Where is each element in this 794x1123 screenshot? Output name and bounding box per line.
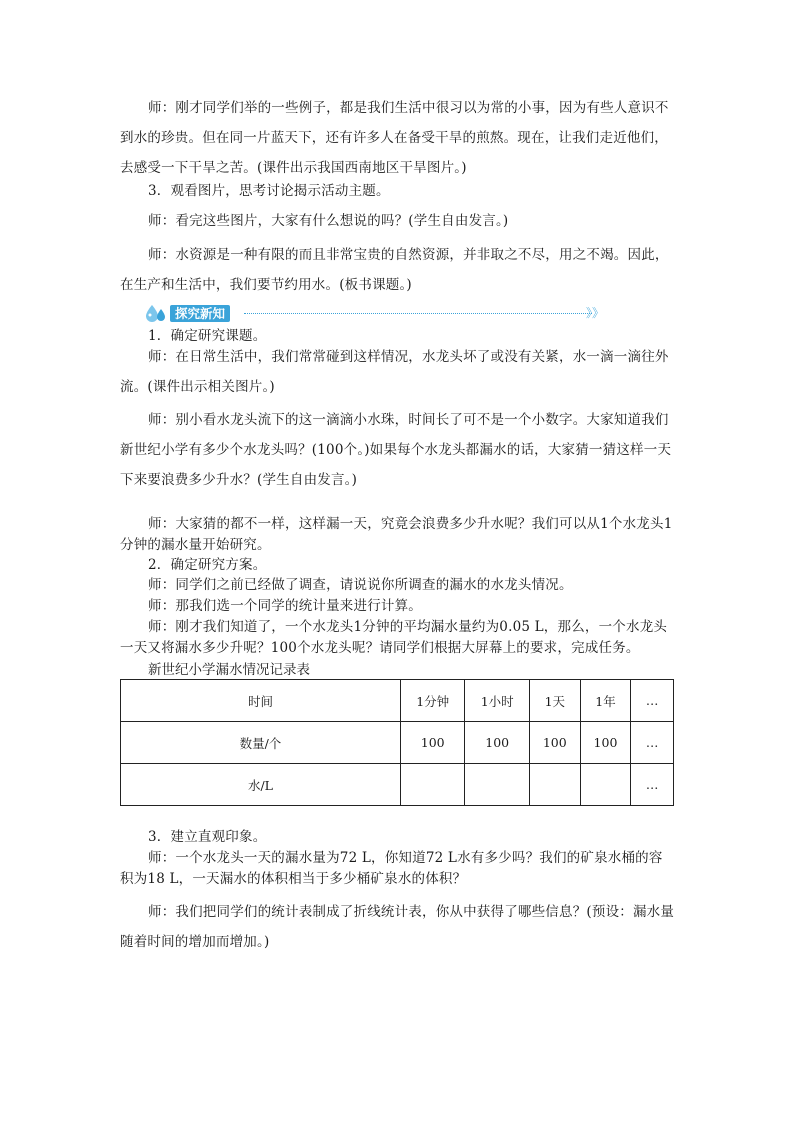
table-header-row — [121, 680, 674, 722]
header-cell: 时间 — [121, 680, 401, 722]
paragraph-faucet: 师：在日常生活中，我们常常碰到这样情况，水龙头坏了或没有关紧，水一滴一滴往外流。(课件出示相关图片。) — [120, 349, 669, 395]
header-cell: 1年 — [580, 680, 631, 722]
table-row — [121, 722, 674, 764]
paragraph-faucet-count: 师：别小看水龙头流下的这一滴滴小水珠，时间长了可不是一个小数字。大家知道我们新世纪小学有多少个水龙头吗？(100个。)如果每个水龙头都漏水的话，大家猜一猜这样一天下来要浪费多少升水？(学生自由发言。) — [120, 412, 672, 488]
paragraph-guess: 师：大家猜的都不一样，这样漏一天，究竟会浪费多少升水呢？我们可以从1个水龙头1分钟的漏水量开始研究。 — [120, 516, 673, 553]
paragraph-volume: 师：一个水龙头一天的漏水量为72 L，你知道72 L水有多少吗？我们的矿泉水桶的容积为18 L，一天漏水的体积相当于多少桶矿泉水的体积？ — [120, 850, 663, 887]
paragraph-select: 师：那我们选一个同学的统计量来进行计算。 — [148, 598, 422, 614]
double-arrow-icon: 》》 — [585, 306, 604, 320]
table-cell: 数量/个 — [121, 722, 401, 764]
paragraph-survey: 师：同学们之前已经做了调查，请说说你所调查的漏水的水龙头情况。 — [148, 577, 573, 593]
table-cell — [580, 764, 631, 806]
section-title: 探究新知 — [170, 305, 230, 322]
table-cell: 100 — [465, 722, 530, 764]
header-cell: 1小时 — [465, 680, 530, 722]
table-cell: 水/L — [121, 764, 401, 806]
water-drop-icon — [144, 303, 170, 323]
table-cell: 100 — [529, 722, 580, 764]
section-header-explore — [144, 303, 604, 323]
table-cell: … — [631, 722, 674, 764]
step-heading-topic: 1．确定研究课题。 — [148, 328, 267, 344]
step-heading-observe: 3．观看图片，思考讨论揭示活动主题。 — [148, 183, 390, 199]
paragraph-calc: 师：刚才我们知道了，一个水龙头1分钟的平均漏水量约为0.05 L，那么，一个水龙头一天又将漏水多少升呢？100个水龙头呢？请同学们根据大屏幕上的要求，完成任务。 — [120, 619, 668, 656]
table-cell — [529, 764, 580, 806]
table-cell: 100 — [400, 722, 465, 764]
table-cell — [400, 764, 465, 806]
paragraph-question: 师：看完这些图片，大家有什么想说的吗？(学生自由发言。) — [148, 213, 509, 229]
table-caption: 新世纪小学漏水情况记录表 — [148, 662, 310, 678]
header-cell: … — [631, 680, 674, 722]
section-divider — [244, 313, 592, 314]
paragraph-line-chart: 师：我们把同学们的统计表制成了折线统计表，你从中获得了哪些信息？(预设：漏水量随着时间的增加而增加。) — [120, 904, 675, 950]
table-cell — [465, 764, 530, 806]
table-cell: 100 — [580, 722, 631, 764]
header-cell: 1分钟 — [400, 680, 465, 722]
paragraph-intro: 师：刚才同学们举的一些例子，都是我们生活中很习以为常的小事，因为有些人意识不到水的珍贵。但在同一片蓝天下，还有许多人在备受干旱的煎熬。现在，让我们走近他们，去感受一下干旱之苦。(课件出示我国西南地区干旱图片。) — [120, 100, 669, 176]
leak-record-table — [120, 679, 674, 806]
header-cell: 1天 — [529, 680, 580, 722]
paragraph-resources: 师：水资源是一种有限的而且非常宝贵的自然资源，并非取之不尽，用之不竭。因此，在生产和生活中，我们要节约用水。(板书课题。) — [120, 247, 669, 293]
table-cell: … — [631, 764, 674, 806]
table-row — [121, 764, 674, 806]
step-heading-impression: 3．建立直观印象。 — [148, 829, 267, 845]
step-heading-plan: 2．确定研究方案。 — [148, 557, 267, 573]
